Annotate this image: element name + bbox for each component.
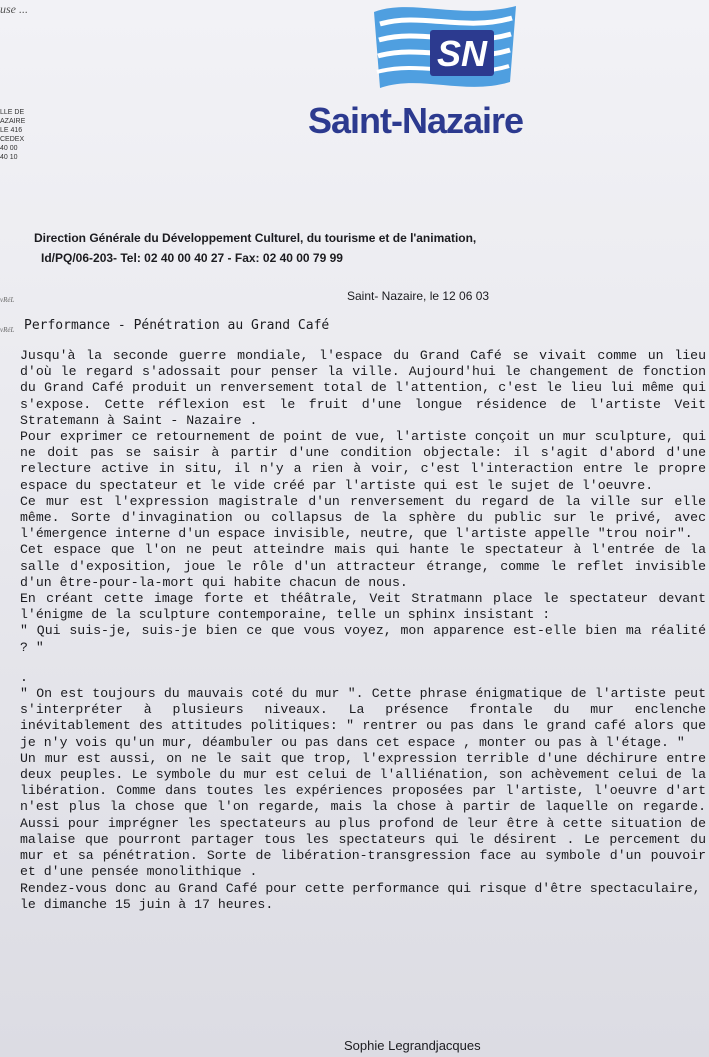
letter-subject: Performance - Pénétration au Grand Café — [24, 318, 330, 333]
paragraph: " Qui suis-je, suis-je bien ce que vous voyez, mon apparence est-elle bien ma réalité ? " — [20, 623, 706, 655]
sidebar-line: LLE DE — [0, 109, 25, 116]
paragraph: Ce mur est l'expression magistrale d'un renversement du regard de la ville sur elle même. Sorte d'invagination ou collapsus de la sphère du public sur le privé, avec l'émergence interne d'un espace invisible, neutre, que l'artiste appelle "trou noir". — [20, 493, 706, 542]
margin-mark: vRéL — [0, 296, 15, 304]
signature-name: Sophie Legrandjacques — [344, 1038, 481, 1053]
paragraph: En créant cette image forte et théâtrale, Veit Stratmann place le spectateur devant l'énigme de la sculpture contemporaine, telle un sphinx insistant : — [20, 591, 706, 623]
letter-date: Saint- Nazaire, le 12 06 03 — [347, 289, 490, 303]
letter-header — [34, 228, 476, 268]
sidebar-line: AZAIRE — [0, 118, 26, 125]
paragraph: Jusqu'à la seconde guerre mondiale, l'espace du Grand Café se vivait comme un lieu d'où le regard s'adossait pour penser la ville. Aujourd'hui le changement de fonction du Grand Café produit un renversement total de l'attention, c'est le lieu lui même qui s'expose. Cette réflexion est le fruit d'une longue résidence de l'artiste Veit Stratemann à Saint - Nazaire . — [20, 348, 706, 428]
sidebar-line: 40 10 — [0, 154, 18, 161]
sidebar-address — [0, 108, 25, 162]
paragraph: Un mur est aussi, on ne le sait que trop, l'expression terrible d'une déchirure entre deux peuples. Le symbole du mur est celui de l'alliénation, son achèvement celui de la libération. Comme dans toutes les expériences proposées par l'artiste, l'oeuvre d'art n'est plus la chose que l'on regarde, mais la chose à partir de laquelle on regarde. Aussi pour imprégner les spectateurs au plus profond de leur être à cette situation de malaise que pourront partager tous les spectateurs qui le désirent . Le percement du mur et sa pénétration. Sorte de libération-transgression face au symbole d'un pouvoir et d'une pensée monolithique . — [20, 750, 706, 880]
paragraph: Cet espace que l'on ne peut atteindre mais qui hante le spectateur à l'entrée de la salle d'exposition, joue le rôle d'un attracteur étrange, comme le reflet invisible d'un être-pour-la-mort qui habite chacun de nous. — [20, 542, 706, 590]
corner-handwriting: use ... — [0, 2, 28, 16]
paragraph: le dimanche 15 juin à 17 heures. — [20, 896, 274, 912]
sidebar-line: 40 00 — [0, 145, 18, 152]
sidebar-line: CEDEX — [0, 136, 25, 143]
paragraph: Pour exprimer ce retournement de point de vue, l'artiste conçoit un mur sculpture, qui ne doit pas se saisir à partir d'une condition objectale: il s'agit d'abord d'une relecture active in situ, il n'y a rien à voir, c'est l'interaction entre le propre espace du spectateur et le vide créé par l'artiste qui est le sujet de l'oeuvre. — [20, 429, 706, 493]
flag-icon — [370, 2, 520, 100]
logo-wordmark: Saint-Nazaire — [308, 100, 524, 141]
contact-line: Id/PQ/06-203- Tel: 02 40 00 40 27 - Fax: 02 40 00 79 99 — [41, 251, 343, 265]
margin-mark: vRéL — [0, 326, 15, 334]
department-line: Direction Générale du Développement Culturel, du tourisme et de l'animation, — [34, 231, 477, 245]
paragraph: Rendez-vous donc au Grand Café pour cette performance qui risque d'être spectaculaire, — [20, 880, 701, 896]
paragraph: . — [20, 669, 28, 685]
saint-nazaire-logo — [300, 0, 600, 160]
sidebar-line: LE 416 — [0, 127, 23, 134]
flag-text: SN — [436, 33, 488, 74]
paragraph: " On est toujours du mauvais coté du mur ". Cette phrase énigmatique de l'artiste peut s'interpréter à plusieurs niveaux. La présence frontale du mur enclenche inévitablement des attitudes politiques: " rentrer ou pas dans le grand café alors que je n'y vois qu'un mur, déambuler ou pas dans cet espace , monter ou pas à l'étage. " — [20, 686, 706, 750]
letter-body — [20, 348, 706, 913]
